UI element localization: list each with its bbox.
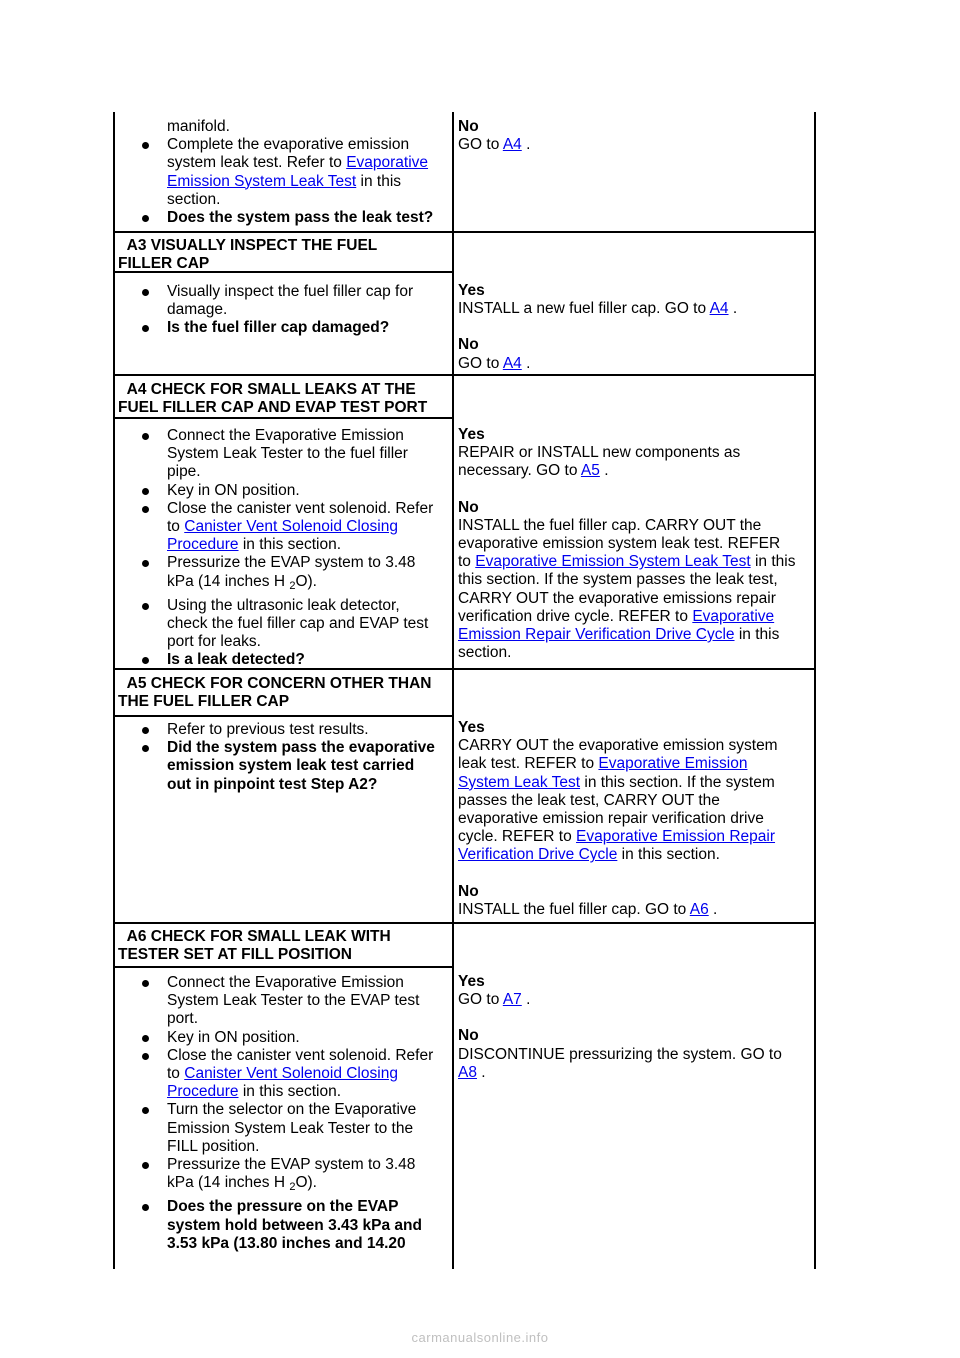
a6-link[interactable]: A6 [689,900,709,918]
row-divider-a4 [113,374,816,376]
a4-link[interactable]: A4 [502,136,522,154]
a5-steps [118,721,450,794]
result-yes-label: Yes [458,426,485,443]
list-item: Does the system pass the leak test? [118,209,450,227]
evap-leak-test-link[interactable]: System Leak Test [458,773,581,791]
a4-steps [118,427,450,670]
result-no-label: No [458,336,479,354]
result-no-text: DISCONTINUE pressurizing the system. GO to A8 . [458,1045,782,1081]
list-item: Key in ON position. [118,482,450,500]
a4-title: A4 CHECK FOR SMALL LEAKS AT THE FUEL FILLER CAP AND EVAP TEST PORT [118,381,428,417]
a6-results [458,973,803,1082]
result-yes-label: Yes [458,973,485,990]
canister-vent-link[interactable]: Procedure [167,536,239,554]
result-yes-text: REPAIR or INSTALL new components as necessary. GO to A5 . [458,444,741,480]
evap-leak-test-link[interactable]: Evaporative [346,154,429,172]
list-item: Refer to previous test results. [118,721,450,739]
a5-link[interactable]: A5 [580,462,600,480]
list-item: Connect the Evaporative Emission System Leak Tester to the fuel filler pipe. [118,427,450,482]
bullet-icon [142,506,149,513]
drive-cycle-link[interactable]: Emission Repair Verification Drive Cycle [458,626,735,644]
result-no-label: No [458,498,479,516]
bullet-icon [142,980,149,987]
list-item: Connect the Evaporative Emission System Leak Tester to the EVAP test port. [118,974,450,1029]
result-yes-text: INSTALL a new fuel filler cap. GO to A4 . [458,300,738,318]
list-item: Visually inspect the fuel filler cap for damage. [118,283,450,319]
bullet-icon [142,657,149,664]
bullet-icon [142,289,149,296]
a3-steps [118,283,450,338]
a7-link[interactable]: A7 [502,991,522,1009]
row-divider-a6 [113,922,816,924]
a4-link[interactable]: A4 [502,354,522,372]
list-item: Pressurize the EVAP system to 3.48 kPa (14 inches H $_2$O). [118,554,450,590]
row-divider-a3 [113,231,816,233]
a6-steps [118,974,450,1253]
result-yes-text: GO to A7 . [458,991,531,1009]
table-left-border [113,112,115,1269]
bullet-icon [142,1162,149,1169]
canister-vent-link[interactable]: Canister Vent Solenoid Closing [184,518,398,536]
list-item: Using the ultrasonic leak detector, check the fuel filler cap and EVAP test port for leaks. [118,597,450,652]
a2-results [458,118,803,154]
evap-leak-test-link[interactable]: Evaporative Emission System Leak Test [475,553,751,571]
bullet-icon [142,488,149,495]
title-divider-a6 [113,966,454,968]
bullet-icon [142,433,149,440]
bullet-icon [142,745,149,752]
result-no-label: No [458,882,479,900]
table-right-border [814,112,816,1269]
drive-cycle-link[interactable]: Evaporative Emission Repair [576,828,776,846]
list-item: Is the fuel filler cap damaged? [118,319,450,337]
list-item: Complete the evaporative emission system leak test. Refer to Evaporative Emission System Leak Test in this section. [118,136,450,209]
a4-link[interactable]: A4 [709,300,729,318]
a6-title: A6 CHECK FOR SMALL LEAK WITH TESTER SET AT FILL POSITION [118,928,391,964]
list-item: Pressurize the EVAP system to 3.48 kPa (14 inches H $_2$O). [118,1156,450,1192]
bullet-icon [142,325,149,332]
canister-vent-link[interactable]: Canister Vent Solenoid Closing [184,1065,398,1083]
a2-steps [118,118,450,227]
result-no-label: No [458,1027,479,1045]
bullet-icon [142,1053,149,1060]
evap-leak-test-link[interactable]: Evaporative Emission [598,755,748,773]
a8-link[interactable]: A8 [458,1063,477,1081]
canister-vent-link[interactable]: Procedure [167,1083,239,1101]
list-item: Turn the selector on the Evaporative Emission System Leak Tester to the FILL position. [118,1101,450,1156]
result-no-text: GO to A4 . [458,136,531,154]
result-no-text: GO to A4 . [458,354,531,372]
bullet-icon [142,142,149,149]
bullet-icon [142,727,149,734]
result-yes-label: Yes [458,282,485,299]
bullet-icon [142,1035,149,1042]
a4-results [458,426,803,662]
list-item: Does the pressure on the EVAP system hold between 3.43 kPa and 3.53 kPa (13.80 inches and 14.20 [118,1198,450,1253]
bullet-icon [142,1204,149,1211]
drive-cycle-link[interactable]: Evaporative [692,607,775,625]
result-yes-label: Yes [458,719,485,736]
result-yes-text: CARRY OUT the evaporative emission system leak test. REFER to Evaporative Emission System Leak Test in this section. If the system passes the leak test, CARRY OUT the evaporative emission repair verification drive cycle. REFER to Evaporative Emission Repair Verification Drive Cycle in this section. [458,737,778,864]
table-column-divider [452,112,454,1269]
bullet-icon [142,215,149,222]
a3-results [458,282,803,373]
list-item: Close the canister vent solenoid. Refer to Canister Vent Solenoid Closing Procedure in this section. [118,1047,450,1102]
list-item: Is a leak detected? [118,651,450,669]
bullet-icon [142,560,149,567]
bullet-icon [142,603,149,610]
bullet-icon [142,1107,149,1114]
a5-results [458,719,803,919]
result-no-label: No [458,118,479,135]
result-no-text: INSTALL the fuel filler cap. CARRY OUT the evaporative emission system leak test. REFER to Evaporative Emission System Leak Test in this this section. If the system passes the leak test, CARRY OUT the evaporative emissions repair verification drive cycle. REFER to Evaporative Emission Repair Verification Drive Cycle in this section. [458,516,796,662]
a5-title: A5 CHECK FOR CONCERN OTHER THAN THE FUEL FILLER CAP [118,675,432,711]
a3-title: A3 VISUALLY INSPECT THE FUEL FILLER CAP [118,237,378,273]
list-item: Did the system pass the evaporative emission system leak test carried out in pinpoint test Step A2? [118,739,450,794]
evap-leak-test-link[interactable]: Emission System Leak Test [167,172,357,190]
list-item: Key in ON position. [118,1029,450,1047]
title-divider-a5 [113,715,454,717]
list-item: Close the canister vent solenoid. Refer to Canister Vent Solenoid Closing Procedure in this section. [118,500,450,555]
drive-cycle-link[interactable]: Verification Drive Cycle [458,846,618,864]
list-item: manifold. [167,118,230,135]
result-no-text: INSTALL the fuel filler cap. GO to A6 . [458,900,718,918]
watermark: carmanualsonline.info [411,1330,549,1345]
